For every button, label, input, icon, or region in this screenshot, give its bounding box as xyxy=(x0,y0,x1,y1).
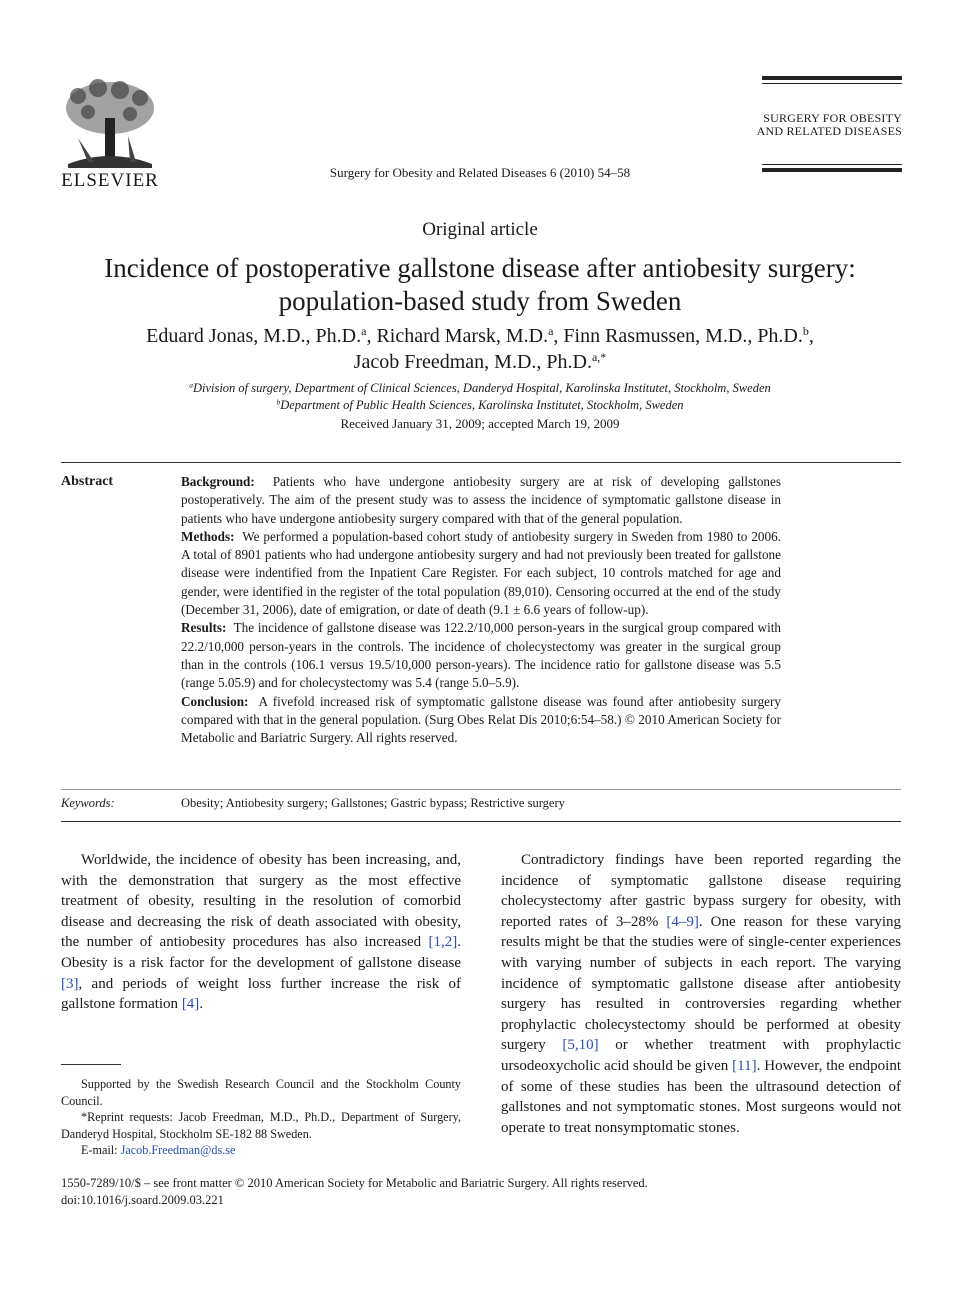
author-name: Jacob Freedman, M.D., Ph.D. xyxy=(353,351,592,373)
author-name: Eduard Jonas, M.D., Ph.D. xyxy=(146,325,362,347)
body-paragraph: Worldwide, the incidence of obesity has been increasing, and, with the demonstration that surgery as the most effective treatment of obesity, resulting in the resolution of comorbid disease and decreasing the risk of death associated with obesity, the number of antiobesity procedures has also increased [1,2]. Obesity is a risk factor for the development of gallstone disease [3], and periods of weight loss further increase the risk of gallstone formation [4]. xyxy=(61,852,461,1013)
journal-reference: Surgery for Obesity and Related Diseases 6 (2010) 54–58 xyxy=(329,165,631,180)
journal-brand xyxy=(742,112,902,138)
author-name: Richard Marsk, M.D. xyxy=(376,325,549,347)
affiliation-sup: a xyxy=(189,380,193,390)
section-text: The incidence of gallstone disease was 122.2/10,000 person-years in the surgical group compared with 22.2/10,000 person-years in the controls. The incidence of cholecystectomy was greater in the surgical group than in the controls (106.1 versus 19.5/10,000 person-years). The incidence ratio for gallstone disease was 5.5 (range 5.05.9) and for cholecystectomy was 5.4 (range 5.0–5.9). xyxy=(181,620,782,691)
brand-rule-bottom xyxy=(762,164,902,172)
citation-link[interactable]: [4–9] xyxy=(666,913,699,930)
body-column-left xyxy=(61,850,461,1015)
author-name: Finn Rasmussen, M.D., Ph.D. xyxy=(563,325,803,347)
funding-note: Supported by the Swedish Research Council and the Stockholm County Council. xyxy=(61,1077,461,1108)
citation-link[interactable]: [5,10] xyxy=(562,1037,599,1054)
abstract-conclusion xyxy=(181,693,781,748)
section-heading: Background: xyxy=(181,474,255,489)
journal-brand-line2: AND RELATED DISEASES xyxy=(756,124,902,138)
received-dates: Received January 31, 2009; accepted March 19, 2009 xyxy=(340,416,620,431)
abstract-results xyxy=(181,619,781,692)
email-link[interactable]: Jacob.Freedman@ds.se xyxy=(120,1143,236,1157)
divider xyxy=(61,462,901,463)
divider xyxy=(61,789,901,790)
section-heading: Methods: xyxy=(181,528,235,544)
body-column-right xyxy=(501,850,901,1138)
keywords: Obesity; Antiobesity surgery; Gallstones; Gastric bypass; Restrictive surgery xyxy=(181,796,565,810)
section-heading: Conclusion: xyxy=(181,693,249,709)
divider xyxy=(61,821,901,822)
email-note xyxy=(61,1142,461,1159)
affiliation-text: Division of surgery, Department of Clinical Sciences, Danderyd Hospital, Karolinska Institutet, Stockholm, Sweden xyxy=(192,381,771,395)
citation-link[interactable]: [4] xyxy=(181,996,200,1013)
section-text: A fivefold increased risk of symptomatic gallstone disease was found after antiobesity surgery compared with that in the general population. (Surg Obes Relat Dis 2010;6:54–58.) © 2010 American Society for Metabolic and Bariatric Surgery. All rights reserved. xyxy=(181,693,781,746)
reprint-note: *Reprint requests: Jacob Freedman, M.D., Ph.D., Department of Surgery, Danderyd Hospital, Stockholm SE-182 88 Sweden. xyxy=(61,1110,461,1141)
article-title xyxy=(40,252,920,318)
section-text: Patients who have undergone antiobesity surgery are at risk of developing gallstones postoperatively. The aim of the present study was to assess the incidence of symptomatic gallstone disease in patients who have undergone antiobesity surgery compared with that of the general population. xyxy=(181,474,781,526)
issn-line: 1550-7289/10/$ – see front matter © 2010 American Society for Metabolic and Bariatric Surgery. All rights reserved. xyxy=(61,1176,648,1190)
keywords-label: Keywords: xyxy=(61,796,115,810)
author-list xyxy=(60,323,900,375)
affiliation-text: Department of Public Health Sciences, Karolinska Institutet, Stockholm, Sweden xyxy=(280,398,684,412)
affiliation xyxy=(60,380,900,397)
journal-brand-line1: SURGERY FOR OBESITY xyxy=(763,111,902,125)
author-affil-sup: b xyxy=(802,323,809,338)
abstract-methods xyxy=(181,528,781,619)
body-paragraph: Contradictory findings have been reported regarding the incidence of symptomatic gallstone disease requiring cholecystectomy after gastric bypass surgery for obesity, with reported rates of 3–28% [4–9]. One reason for these varying results might be that the studies were of single-center experiences with varying number of subjects in each report. The varying incidence of symptomatic gallstone disease after antiobesity surgery has resulted in controversies regarding whether prophylactic cholecystectomy should be performed at obesity surgery [5,10] or whether treatment with prophylactic ursodeoxycholic acid should be given [11]. However, the endpoint of some of these studies has been the ultrasound detection of gallstones and not symptomatic stones. Most surgeons would not operate to treat nonsymptomatic stones. xyxy=(501,852,901,1136)
article-title-line1: Incidence of postoperative gallstone disease after antiobesity surgery: xyxy=(104,253,856,283)
footnotes xyxy=(61,1076,461,1159)
email-label: E-mail: xyxy=(81,1143,121,1157)
author-affil-sup: a xyxy=(361,323,367,338)
author-separator: , xyxy=(366,325,377,347)
affiliation xyxy=(60,397,900,414)
section-heading: Results: xyxy=(181,620,227,636)
brand-rule-top xyxy=(762,76,902,84)
footnote-rule xyxy=(61,1064,121,1065)
citation-link[interactable]: [1,2] xyxy=(428,934,458,951)
citation-link[interactable]: [11] xyxy=(732,1057,757,1074)
author-separator: , xyxy=(808,325,814,347)
citation-link[interactable]: [3] xyxy=(61,975,79,992)
article-type: Original article xyxy=(422,219,538,240)
section-text: We performed a population-based cohort study of antiobesity surgery in Sweden from 1980 to 2006. A total of 8901 patients who had undergone antiobesity surgery and had not previously been treated for gallstone disease were indentified from the Inpatient Care Register. For each subject, 10 controls matched for age and gender, were identified in the register of the total population (89,010). Censoring occurred at the end of the study (December 31, 2006), date of emigration, or date of death (9.1 ± 6.6 years of follow-up). xyxy=(181,528,781,618)
affiliation-sup: b xyxy=(276,397,281,407)
author-separator: , xyxy=(553,325,564,347)
abstract-background xyxy=(181,473,781,528)
abstract-body xyxy=(181,473,781,747)
abstract-label: Abstract xyxy=(61,474,114,489)
doi-line: doi:10.1016/j.soard.2009.03.221 xyxy=(61,1193,224,1207)
author-affil-sup: a,* xyxy=(591,349,607,364)
article-title-line2: population-based study from Sweden xyxy=(278,286,682,316)
affiliations xyxy=(60,380,900,414)
publisher-wordmark: ELSEVIER xyxy=(61,170,159,191)
page-footer xyxy=(61,1175,901,1209)
author-affil-sup: a xyxy=(548,323,554,338)
